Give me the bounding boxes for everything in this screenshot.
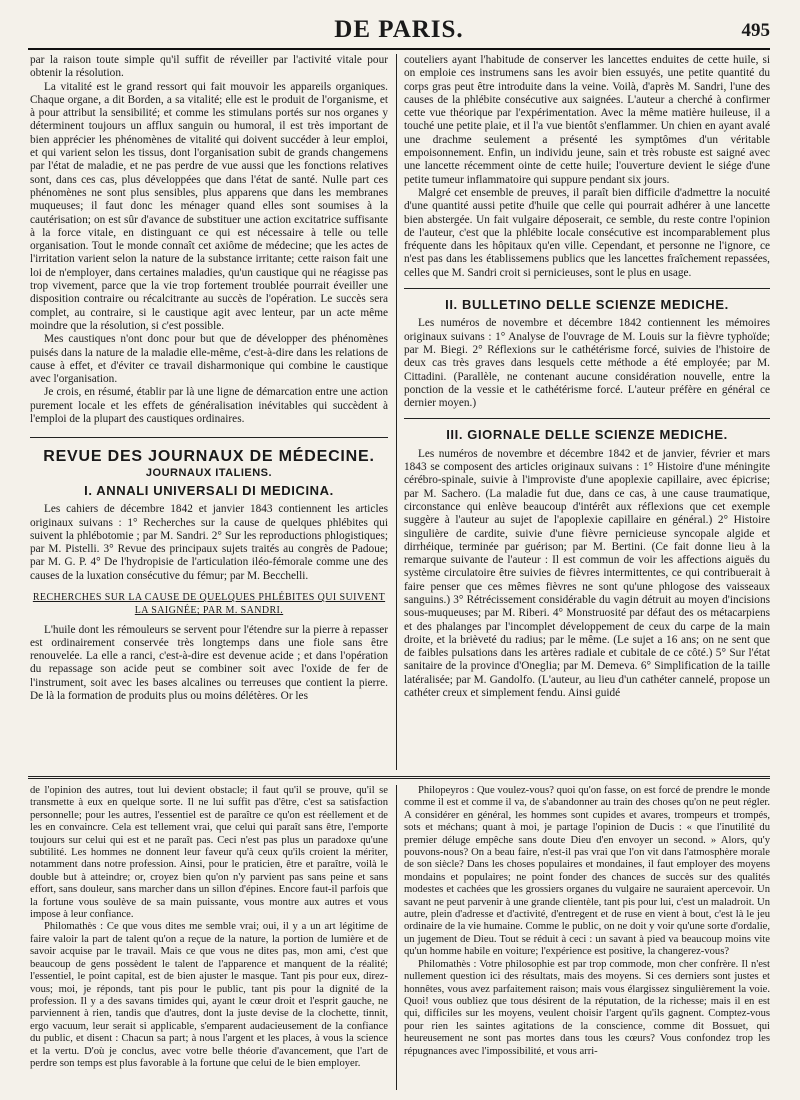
paragraph: couteliers ayant l'habitude de conserver les lancettes enduites de cette huile, si on emploie ces instrumens sans les avoir bien essuyés, une petite quantité du corps gras peut être introduite dans la veine. Voilà, d'après M. Sandri, l'une des causes de la phlébite consécutive aux saignées. L'auteur a cherché à confirmer cette vue théorique par l'expérimentation. Avec la même matière huileuse, il a touché une petite plaie, et il l'a vue bientôt s'enflammer. Un chien en ayant avalé une drachme seulement a présenté les symptômes d'un véritable empoisonnement. Enfin, un individu jeune, sain et très robuste est saigné avec une lancette récemment ointe de cette huile; l'ouverture devient le siége d'une petite tumeur inflammatoire qui suppure pendant six jours. bbox=[404, 54, 770, 186]
revue-subtitle: JOURNAUX ITALIENS. bbox=[145, 466, 273, 479]
page-header bbox=[28, 12, 770, 46]
bottom-left-column bbox=[30, 785, 388, 1090]
feuilleton-divider bbox=[28, 776, 770, 779]
top-left-column bbox=[30, 54, 388, 770]
section-divider bbox=[30, 437, 388, 438]
section-heading-bulletino: II. BULLETINO DELLE SCIENZE MEDICHE. bbox=[445, 297, 729, 313]
article-heading: RECHERCHES SUR LA CAUSE DE QUELQUES PHLÉBITES QUI SUIVENT LA SAIGNÉE; PAR M. SANDRI. bbox=[32, 591, 386, 617]
section-heading-annali: I. ANNALI UNIVERSALI DI MEDICINA. bbox=[84, 482, 334, 498]
paragraph: Mes caustiques n'ont donc pour but que de développer des phénomènes puisés dans la nature de la maladie elle-même, c'est-à-dire dans les relations de cause à effet, et d'éviter ce travail disharmonique qui combine le caustique avec l'organisation. bbox=[30, 333, 388, 386]
page-number: 495 bbox=[741, 20, 770, 41]
revue-title: REVUE DES JOURNAUX DE MÉDECINE. bbox=[43, 448, 375, 466]
paragraph: Les cahiers de décembre 1842 et janvier 1843 contiennent les articles originaux suivans : 1° Recherches sur la cause de quelques phlébites qui suivent la phlébotomie ; par M. Sandri. 2° Sur les reproductions phlogistiques; par M. Pistelli. 3° Revue des principaux sujets traités au congrès de Padoue; par M. G. P. 4° De l'hydropisie de l'articulation iléo-fémorale comme une des causes de la luxation consécutive du fémur; par M. Becchelli. bbox=[30, 503, 388, 582]
running-title: DE PARIS. bbox=[334, 16, 464, 43]
paragraph: Philomathès : Ce que vous dites me semble vrai; oui, il y a un art légitime de faire valoir la part de talent qu'on a reçue de la nature, la portion de lumière et de savoir acquise par le travail. Mais ce que vous ne dites pas, mon ami, c'est que beaucoup de gens possèdent le talent de l'apparence et manquent de la réalité; l'essentiel, le point capital, est de bien ajuster le masque. Tant pis pour eux, direz-vous; moi, je réponds, tant pis pour le public, tant pis pour la dignité de la profession. Il y a des savans timides qui, ayant le cœur droit et l'esprit gauche, ne parviennent à rien, tandis que d'autres, dont la juste devise de la clochette, tinnit, ergo vacuum, leur serait si applicable, s'emparent audacieusement de la confiance du public, et disent : Chacun sa part; à nous l'argent et les places, à vous la science et la vertu. D'où je conclus, avec votre belle théorie d'avancement, que l'art de perdre son temps est plus favorable à la fortune que celui de le bien employer. bbox=[30, 921, 388, 1069]
paragraph: Les numéros de novembre et décembre 1842 contiennent les mémoires originaux suivans : 1° Analyse de l'ouvrage de M. Louis sur la fièvre typhoïde; par M. Biegi. 2° Réflexions sur le cathétérisme forcé, suivies de l'histoire de deux cas très graves dans lesquels cette méthode a été employée; par M. Cittadini. (Parallèle, ne contenant aucune considération nouvelle, entre la ponction de la vessie et le cathétérisme forcé. L'auteur préfère en général ce dernier moyen.) bbox=[404, 317, 770, 410]
paragraph: Les numéros de novembre et décembre 1842 et de janvier, février et mars 1843 se composent des articles originaux suivans : 1° Histoire d'une méningite cérébro-spinale, suivie à l'improviste d'une apoplexie capillaire, avec épicrise; par M. Sachero. (La maladie fut due, dans ce cas, à une cause traumatique, circonstance qui enlève beaucoup d'intérêt aux réflexions que cet exemple suggère à l'auteur au sujet de l'apoplexie capillaire en général.) 2° Histoire singulière de cardite, suivie d'une fièvre pernicieuse syncopale algide et dirrhéique, terminée par guérison; par M. Bertini. (Ce fait donne lieu à la remarque suivante de l'auteur : Il est commun de voir les affections aiguës du système circulatoire être suivies de fièvres intermittentes, ce qui contribuerait à faire penser que ces mêmes fièvres ne sont qu'une phlogose des vaisseaux sanguins.) 3° Rétrécissement considérable du vagin détruit au moyen d'incisions sous-muqueuses; par M. Riberi. 4° Monstruosité par défaut des os métacarpiens et des phalanges par l'incomplet développement de ceux du carpe de la main droite, et la brièveté du radius; par le même. (Le sujet a 16 ans; on ne sent que de faibles pulsations dans les artères radiale et cubitale de ce côté.) 5° Sur l'état sanitaire de la province d'Oneglia; par M. Demeva. 6° Simplification de la taille latéralisée; par M. Gandolfo. (L'auteur, au lieu d'un cathéter cannelé, propose un cathéter creux et simplement fendu. Ainsi guidé bbox=[404, 447, 770, 700]
paragraph: La vitalité est le grand ressort qui fait mouvoir les appareils organiques. Chaque organe, a dit Borden, a sa vitalité; elle est le produit de l'organisme, et à pour attribut la sensibilité; et comme les stimulans portés sur nos organes y déterminent toujours un afflux sanguin ou humoral, il est très important de bien apprécier les phénomènes de vitalité qui doivent succéder à leur emploi, et qui varient selon les tissus, dont l'organisation subit de grands changemens par l'état de maladie, et ne pas perdre de vue aussi que les fonctions relatives sont, dans ces cas, plus développées que dans l'état de santé. Nulle part ces phénomènes ne sont plus sensibles, plus apparens que dans les membranes muqueuses; il faut donc les ménager quand elles sont soumises à la cautérisation; on est sûr d'avance de substituer une action excitatrice suffisante à la force vitale, en distinguant ce qui est nécessaire à telle ou telle organisation. Tout le monde connaît cet axiôme de médecine; que les actes de l'irritation varient selon la nature de la substance irritante; cette raison fait une loi de n'employer, dans certaines maladies, qu'un caustique qui ne réagisse pas trop vivement, parce que la vie trop fortement troublée pourrait éveiller une disposition contraire ou récalcitrante au succès de l'opération. Le succès sera complet, au contraire, si le caustique agit avec lenteur, par un acte même moindre que la résolution, si c'est possible. bbox=[30, 80, 388, 332]
paragraph: Philomathès : Votre philosophie est par trop commode, mon cher confrère. Il n'est nullement question ici des résultats, mais des moyens. Si ces derniers sont justes et honnêtes, vous avez parfaitement raison; mais vous élargissez singulièrement la voie. Quoi! vous oubliez que tous désirent de la réputation, de la richesse; mais il en est qui, difficiles sur les moyens, veulent choisir l'argent qu'ils gagnent. Comptez-vous pour rien les saintes agitations de la conscience, comme dit Bossuet, qui heureusement ne sont pas mortes dans tous les cœurs? Vous confondez trop les répugnances avec l'impossibilité, et vous arri- bbox=[404, 958, 770, 1057]
paragraph: par la raison toute simple qu'il suffit de réveiller par l'activité vitale pour obtenir la résolution. bbox=[30, 54, 388, 80]
header-rule bbox=[28, 48, 770, 50]
section-divider bbox=[404, 418, 770, 419]
top-right-column bbox=[404, 54, 770, 770]
paragraph: de l'opinion des autres, tout lui devient obstacle; il faut qu'il se prouve, qu'il se transmette à eux en quelque sorte. Il ne lui suffit pas d'être, c'est sa satisfaction personnelle; pour les autres, l'essentiel est de paraître ce qu'on est réellement et de les en convaincre. Cela est tellement vrai, que celui qui paraît sans être, l'emporte toujours sur celui qui est et ne paraît pas. Ceci n'est pas plus un paradoxe qu'une subtilité. Les hommes ne donnent leur faveur qu'à ceux qu'ils croient la mériter, notamment dans notre profession. Ainsi, pour le praticien, être et paraître, voilà le double but à atteindre; or, croyez bien qu'on n'y parvient pas sans peine et sans effort, sans douleur, sans marcher dans un sillon d'épines. Encore faut-il parfois que la fortune vous soulève de sa main puissante, vous montre aux autres et vous impose à leur confiance. bbox=[30, 785, 388, 921]
paragraph: Malgré cet ensemble de preuves, il paraît bien difficile d'admettre la nocuité d'une quantité aussi petite d'huile que celle qui pourrait adhérer à une lancette bien abstergée. Un fait vulgaire déposerait, ce semble, du reste contre l'opinion de l'auteur, c'est que la phlébite locale consécutive est incomparablement plus fréquente dans les hôpitaux qu'en ville. Cependant, et personne ne l'ignore, ce n'est pas dans les établissemens publics que les lancettes fraîchement repassées, celles que M. Sandri croit si pernicieuses, sont le plus en usage. bbox=[404, 186, 770, 279]
section-divider bbox=[404, 288, 770, 289]
paragraph: Je crois, en résumé, établir par là une ligne de démarcation entre une action purement locale et les effets de généralisation inévitables qui succèdent à l'emploi de la plupart des caustiques ordinaires. bbox=[30, 386, 388, 426]
column-divider bbox=[396, 785, 397, 1090]
paragraph: L'huile dont les rémouleurs se servent pour l'étendre sur la pierre à repasser est ordinairement conservée très longtemps dans une fiole sans être renouvelée. La elle a ranci, c'est-à-dire est devenue acide ; et dans l'opération du repassage son acide peut se combiner soit avec l'oxide de fer de l'instrument, soit avec les bases alcalines ou terreuses que contient la pierre. De là la formation de produits plus ou moins délétères. Or les bbox=[30, 623, 388, 703]
column-divider bbox=[396, 54, 397, 770]
section-heading-giornale: III. GIORNALE DELLE SCIENZE MEDICHE. bbox=[446, 427, 728, 443]
bottom-right-column bbox=[404, 785, 770, 1090]
paragraph: Philopeyros : Que voulez-vous? quoi qu'on fasse, on est forcé de prendre le monde comme il est et comme il va, de s'abandonner au train des choses qu'on ne peut régler. A considérer en général, les hommes sont cupides et avares, trompeurs et trompés, sots et méchans; quant à moi, je partage l'opinion de Ducis : « que l'inutilité du premier déluge empêche sans doute Dieu d'en envoyer un second. » Alors, qu'y pouvons-nous? On a beau faire, n'est-il pas vrai que l'on vit dans l'atmosphère morale de son siècle? Dans les choses populaires et mondaines, il faut employer des moyens mondains et populaires; ne point fonder des chances de succès sur des qualités modestes et cachées que les grossiers organes du vulgaire ne sauraient apercevoir. Un savant ne peut parvenir à une grande clientèle, tant pis pour lui, c'est un maladroit. Un autre, plein d'adresse et d'activité, d'entregent et de ruse en vient à bout, c'est là le jeu ordinaire de la vie humaine. Comme le public, on ne doit y voir qu'une sorte d'ordalie, un jugement de Dieu. Tout se réduit à ceci : un savant à pied va beaucoup moins vite qu'un homme habile en voiture; l'expérience est positive, la changerez-vous? bbox=[404, 785, 770, 958]
